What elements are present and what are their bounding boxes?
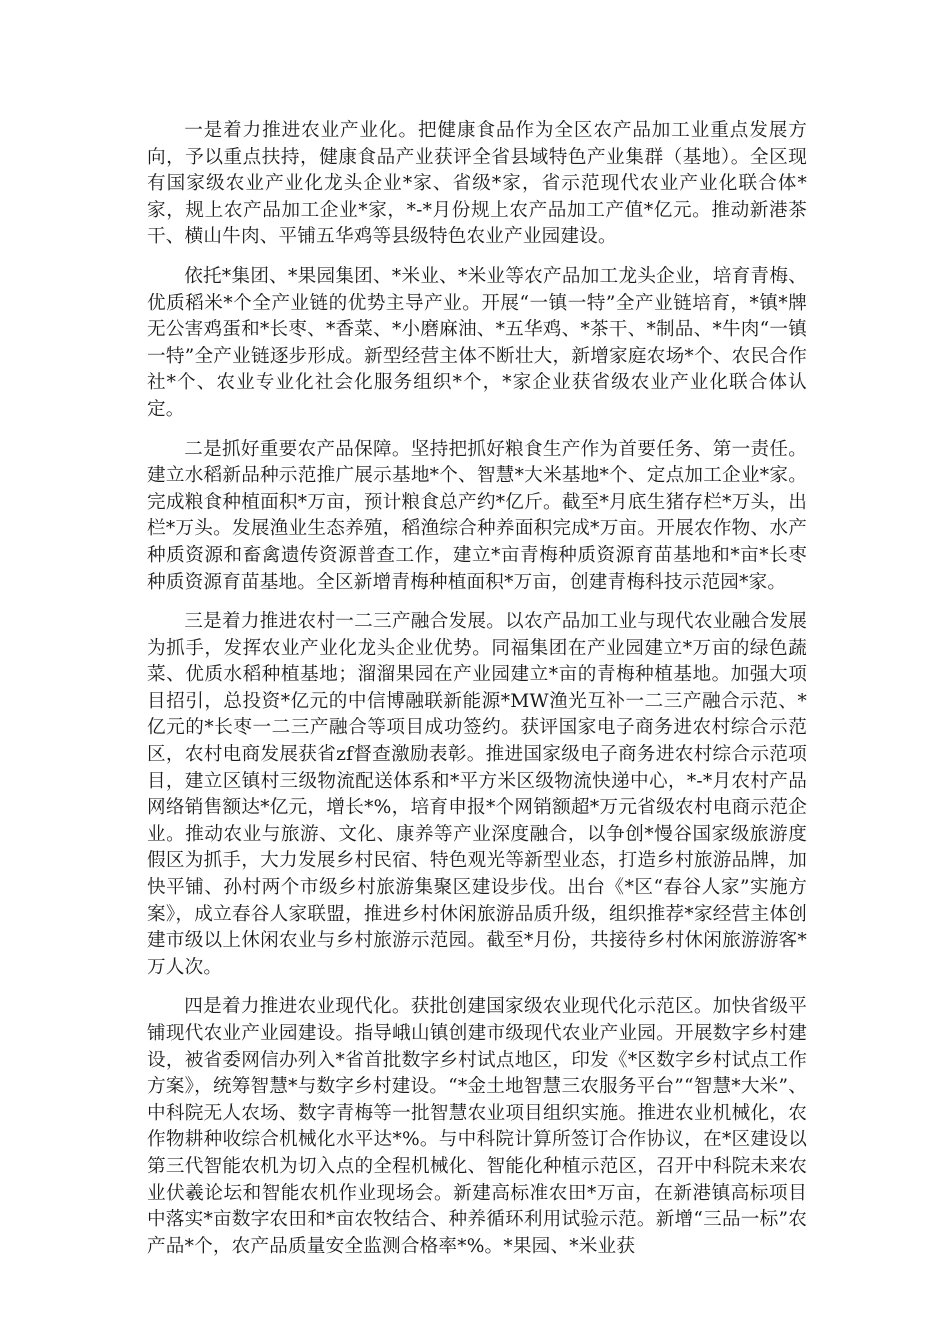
paragraph-agri-modernization: 四是着力推进农业现代化。获批创建国家级农业现代化示范区。加快省级平铺现代农业产业园建设。指导峨山镇创建市级现代农业产业园。开展数字乡村建设，被省委网信办列入*省首批数字乡村试点地区，印发《*区数字乡村试点工作方案》，统筹智慧*与数字乡村建设。“*金土地智慧三农服务平台”“智慧*大米”、中科院无人农场、数字青梅等一批智慧农业项目组织实施。推进农业机械化，农作物耕种收综合机械化水平达*%。与中科院计算所签订合作协议，在*区建设以第三代智能农机为切入点的全程机械化、智能化种植示范区，召开中科院未来农业伏羲论坛和智能农机作业现场会。新建高标准农田*万亩，在新港镇高标项目中落实*亩数字农田和*亩农牧结合、种养循环利用试验示范。新增“三品一标”农产品*个，农产品质量安全监测合格率*%。*果园、*米业获 xyxy=(147,996,807,1257)
document-body xyxy=(147,118,807,1273)
paragraph-agri-industrialization: 一是着力推进农业产业化。把健康食品作为全区农产品加工业重点发展方向，予以重点扶持，健康食品产业获评全省县域特色产业集群（基地）。全区现有国家级农业产业化龙头企业*家、省级*家，省示范现代农业产业化联合体*家，规上农产品加工企业*家，*-*月份规上农产品加工产值*亿元。推动新港茶干、横山牛肉、平铺五华鸡等县级特色农业产业园建设。 xyxy=(147,120,807,248)
paragraph-leading-enterprises: 依托*集团、*果园集团、*米业、*米业等农产品加工龙头企业，培育青梅、优质稻米*个全产业链的优势主导产业。开展“一镇一特”全产业链培育，*镇*牌无公害鸡蛋和*长枣、*香菜、*小磨麻油、*五华鸡、*茶干、*制品、*牛肉“一镇一特”全产业链逐步形成。新型经营主体不断壮大，新增家庭农场*个、农民合作社*个、农业专业化社会化服务组织*个，*家企业获省级农业产业化联合体认定。 xyxy=(147,265,807,420)
paragraph-rural-industry-integration: 三是着力推进农村一二三产融合发展。以农产品加工业与现代农业融合发展为抓手，发挥农业产业化龙头企业优势。同福集团在产业园建立*万亩的绿色蔬菜、优质水稻种植基地；溜溜果园在产业园建立*亩的青梅种植基地。加强大项目招引，总投资*亿元的中信博融联新能源*MW渔光互补一二三产融合示范、*亿元的*长枣一二三产融合等项目成功签约。获评国家电子商务进农村综合示范区，农村电商发展获省zf督查激励表彰。推进国家级电子商务进农村综合示范项目，建立区镇村三级物流配送体系和*平方米区级物流快递中心，*-*月农村产品网络销售额达*亿元，增长*%，培育申报*个网销额超*万元省级农村电商示范企业。推动农业与旅游、文化、康养等产业深度融合，以争创*慢谷国家级旅游度假区为抓手，大力发展乡村民宿、特色观光等新型业态，打造乡村旅游品牌，加快平铺、孙村两个市级乡村旅游集聚区建设步伐。出台《*区“春谷人家”实施方案》，成立春谷人家联盟，推进乡村休闲旅游品质升级，组织推荐*家经营主体创建市级以上休闲农业与乡村旅游示范园。截至*月份，共接待乡村休闲旅游游客*万人次。 xyxy=(147,611,807,978)
paragraph-agri-supply-guarantee: 二是抓好重要农产品保障。坚持把抓好粮食生产作为首要任务、第一责任。建立水稻新品种示范推广展示基地*个、智慧*大米基地*个、定点加工企业*家。完成粮食种植面积*万亩，预计粮食总产约*亿斤。截至*月底生猪存栏*万头，出栏*万头。发展渔业生态养殖，稻渔综合种养面积完成*万亩。开展农作物、水产种质资源和畜禽遗传资源普查工作，建立*亩青梅种质资源育苗基地和*亩*长枣种质资源育苗基地。全区新增青梅种植面积*万亩，创建青梅科技示范园*家。 xyxy=(147,438,807,593)
